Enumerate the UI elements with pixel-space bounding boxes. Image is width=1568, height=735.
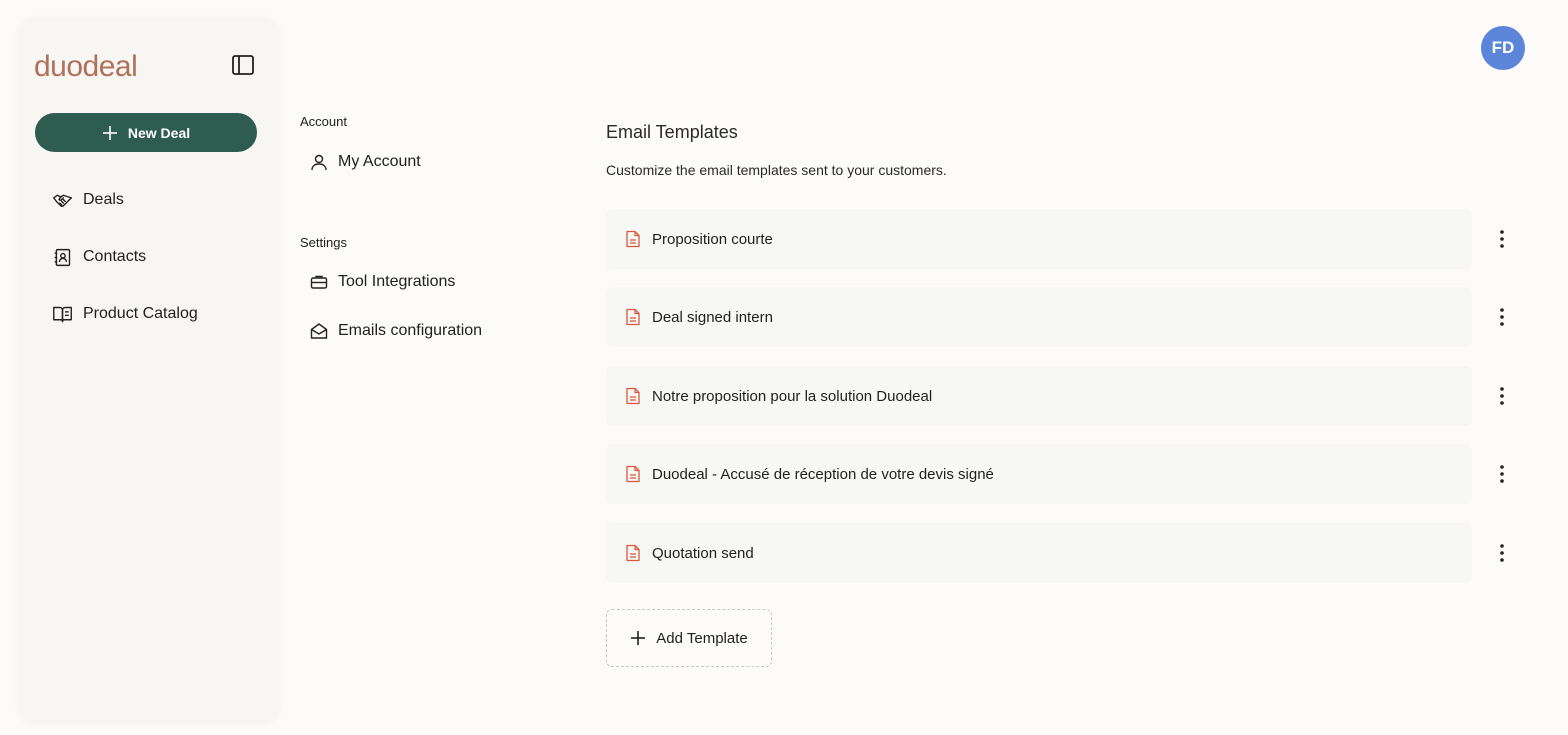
more-vertical-icon	[1500, 230, 1504, 248]
new-deal-button[interactable]	[35, 113, 257, 152]
briefcase-icon	[310, 273, 328, 291]
file-text-icon	[625, 387, 641, 405]
settings-item-label: My Account	[338, 153, 421, 170]
more-vertical-icon	[1500, 387, 1504, 405]
user-avatar[interactable]	[1481, 26, 1525, 70]
template-row[interactable]	[606, 209, 1472, 269]
more-vertical-icon	[1500, 308, 1504, 326]
add-template-label: Add Template	[656, 629, 748, 647]
open-book-icon	[52, 304, 73, 325]
template-name: Quotation send	[652, 544, 754, 562]
template-more-button[interactable]	[1492, 382, 1512, 410]
template-more-button[interactable]	[1492, 539, 1512, 567]
settings-item-tool-integrations[interactable]	[310, 271, 455, 293]
file-text-icon	[625, 544, 641, 562]
sidebar-toggle-icon	[231, 54, 255, 76]
plus-icon	[102, 125, 118, 141]
sidebar-item-contacts[interactable]	[52, 245, 146, 269]
settings-item-my-account[interactable]	[310, 151, 421, 173]
settings-item-label: Emails configuration	[338, 322, 483, 339]
contact-book-icon	[52, 247, 73, 268]
template-row[interactable]	[606, 523, 1472, 583]
plus-icon	[630, 630, 646, 646]
sidebar-item-label: Contacts	[83, 248, 147, 265]
page-subtitle: Customize the email templates sent to your customers.	[606, 162, 947, 178]
sidebar-item-deals[interactable]	[52, 188, 124, 212]
sidebar-item-label: Product Catalog	[83, 305, 198, 322]
sidebar-item-label: Deals	[83, 191, 124, 208]
logo: duodeal	[34, 50, 138, 83]
settings-item-emails-configuration[interactable]	[310, 320, 482, 342]
template-row[interactable]	[606, 366, 1472, 426]
template-more-button[interactable]	[1492, 460, 1512, 488]
template-name: Notre proposition pour la solution Duodeal	[652, 387, 933, 405]
sidebar	[20, 18, 278, 720]
template-row[interactable]	[606, 444, 1472, 504]
add-template-button[interactable]	[606, 609, 772, 667]
page-title: Email Templates	[606, 122, 738, 142]
toggle-sidebar-button[interactable]	[231, 54, 255, 76]
account-section-label: Account	[300, 114, 347, 129]
sidebar-item-product-catalog[interactable]	[52, 302, 198, 326]
more-vertical-icon	[1500, 465, 1504, 483]
open-envelope-icon	[310, 322, 328, 340]
template-name: Duodeal - Accusé de réception de votre devis signé	[652, 465, 994, 483]
file-text-icon	[625, 230, 641, 248]
user-icon	[310, 153, 328, 171]
settings-section-label: Settings	[300, 235, 347, 250]
template-more-button[interactable]	[1492, 225, 1512, 253]
handshake-icon	[52, 190, 73, 211]
avatar-initials: FD	[1491, 38, 1515, 57]
template-name: Proposition courte	[652, 230, 773, 248]
template-more-button[interactable]	[1492, 303, 1512, 331]
file-text-icon	[625, 465, 641, 483]
settings-item-label: Tool Integrations	[338, 273, 456, 290]
template-name: Deal signed intern	[652, 308, 773, 326]
new-deal-label: New Deal	[127, 124, 191, 141]
template-row[interactable]	[606, 287, 1472, 347]
file-text-icon	[625, 308, 641, 326]
more-vertical-icon	[1500, 544, 1504, 562]
